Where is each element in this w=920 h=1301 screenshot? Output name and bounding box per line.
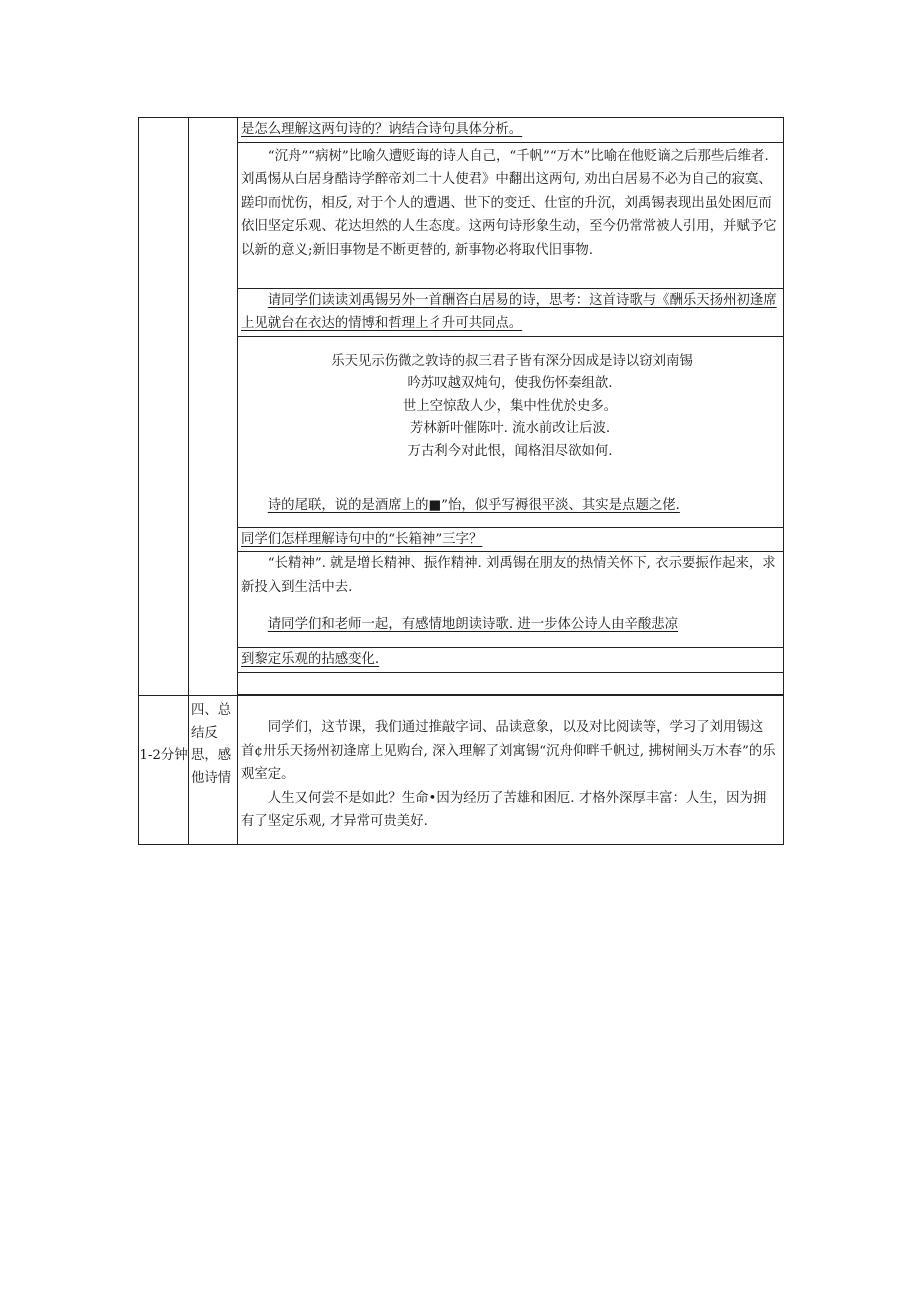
poem-line: 万古利今对此恨，闻格泪尽欲如何. bbox=[407, 443, 613, 459]
time-cell-empty bbox=[139, 118, 189, 696]
answer-1: “沉舟”“病树”比喻久遭贬诲的诗人自己，“千帆”“万木”比喻在他贬谪之后那些后维者. 刘禹惕从白居身酷诗学醉帝刘二十人使君》中翻出这两句, 劝出白居易不必为自己的寂寞、蹉印而忧伤，相反, 对于个人的遭遇、世下的变迁、仕宦的升沉，刘禹锡表现出虽处困厄而依旧坚定乐观、花达坦然的人生态度。这两句诗形象生动，至今仍常常被人引用，并赋予它以新的意义;新旧事物是不断更替的, 新事物必将取代旧事物. bbox=[241, 148, 777, 258]
question-2: 请同学们读读刘禹锡另外一首酬咨白居易的诗，思考：这首诗歌与《酬乐天扬州初逢席上见就台在衣达的情博和哲理上彳升可共同点。 bbox=[241, 292, 777, 331]
poem bbox=[241, 351, 779, 464]
time-label: 1-2分钟 bbox=[139, 748, 188, 763]
poem-line: 吟苏叹越双炖句，使我伤怀秦组歆. bbox=[407, 376, 613, 391]
poem-line: 芳林新叶催陈叶. 流水前改让后波. bbox=[409, 421, 611, 436]
empty-cell bbox=[238, 673, 784, 695]
poem-line: 世上空惊敌人少，集中性优於史多。 bbox=[402, 398, 618, 414]
question-5-line-2: 到黎定乐观的拈感变化. bbox=[241, 652, 380, 667]
poem-title: 乐天见示伤微之敦诗的叔三君子皆有深分因成是诗以窃刘南锡 bbox=[331, 353, 693, 369]
answer-4: “长精神”. 就是增长精神、振作精神. 刘禹锡在朋友的热情关怀下, 衣示要振作起来，求新投入到生活中去. bbox=[241, 556, 776, 595]
question-4: 同学们怎样理解诗句中的“长箱神”三字？ bbox=[241, 531, 483, 547]
lesson-plan-table bbox=[138, 117, 784, 845]
step-cell-empty bbox=[189, 118, 238, 696]
question-3: 诗的尾联，说的是酒席上的■”怡，似乎写褥很平淡、其实是点题之佬. bbox=[267, 498, 680, 513]
summary-paragraph-1: 同学们，这节课，我们通过推敲字词、品读意象，以及对比阅读等，学习了刘用锡这首¢卅乐天扬州初逢席上见购台, 深入理解了刘寓锡“沉舟仰畔千帆过, 拂树闸头万木春”的乐观室定。 bbox=[241, 720, 776, 782]
question-5-line-1: 请同学们和老师一起，有感情地朗读诗歌. 进一步体公诗人由辛酸悲凉 bbox=[267, 617, 679, 632]
summary-paragraph-2: 人生又何尝不是如此？生命•因为经历了苦雄和困厄. 才格外深厚丰富：人生，因为拥有了坚定乐观, 才异常可贵美好. bbox=[241, 790, 767, 829]
table-row bbox=[139, 118, 784, 143]
step-label: 四、总结反思，感他诗情 bbox=[191, 703, 232, 786]
question-1: 是怎么理解这两句诗的？讷结合诗句具体分析。 bbox=[241, 122, 523, 137]
table-row-summary bbox=[139, 696, 784, 845]
